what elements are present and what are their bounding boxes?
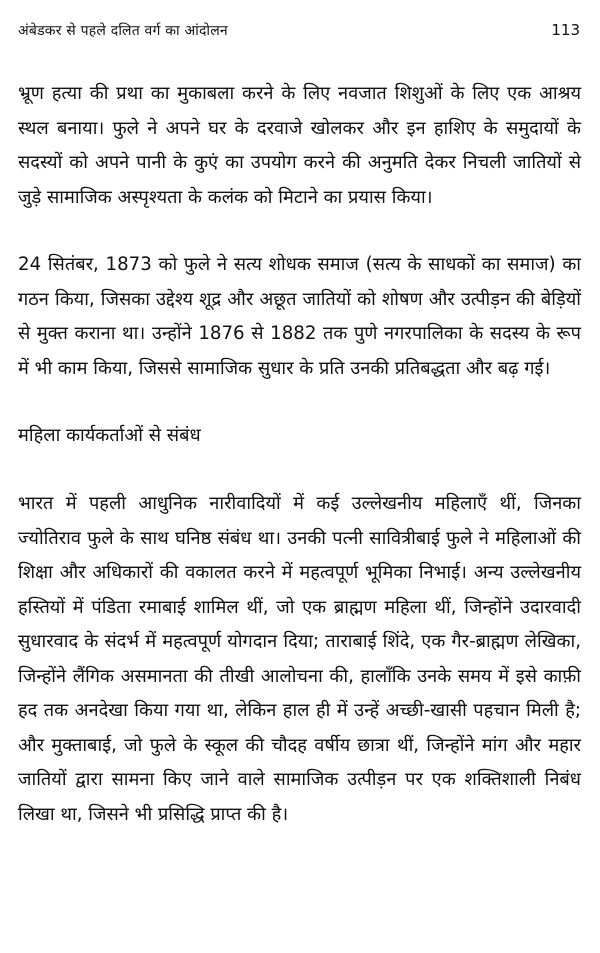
section-heading: महिला कार्यकर्ताओं से संबंध — [18, 425, 201, 446]
running-header — [18, 18, 580, 42]
paragraph-women-activists: भारत में पहली आधुनिक नारीवादियों में कई उल्लेखनीय महिलाएँ थीं, जिनका ज्योतिराव फुले के साथ घनिष्ठ संबंध था। उनकी पत्नी सावित्रीबाई फुले ने महिलाओं की शिक्षा और अधिकारों की वकालत करने में महत्वपूर्ण भूमिका निभाई। अन्य उल्लेखनीय हस्तियों में पंडिता रमाबाई शामिल थीं, जो एक ब्राह्मण महिला थीं, जिन्होंने उदारवादी सुधारवाद के संदर्भ में महत्वपूर्ण योगदान दिया; ताराबाई शिंदे, एक गैर-ब्राह्मण लेखिका, जिन्होंने लैंगिक असमानता की तीखी आलोचना की, हालाँकि उनके समय में इसे काफ़ी हद तक अनदेखा किया गया था, लेकिन हाल ही में उन्हें अच्छी-खासी पहचान मिली है; और मुक्ताबाई, जो फुले के स्कूल की चौदह वर्षीय छात्रा थीं, जिन्होंने मांग और महार जातियों द्वारा सामना किए जाने वाले सामाजिक उत्पीड़न पर एक शक्तिशाली निबंध लिखा था, जिसने भी प्रसिद्धि प्राप्त की है। — [18, 493, 581, 825]
paragraph-phule-shelter: भ्रूण हत्या की प्रथा का मुकाबला करने के लिए नवजात शिशुओं के लिए एक आश्रय स्थल बनाया। फुले ने अपने घर के दरवाजे खोलकर और इन हाशिए के समुदायों के सदस्यों को अपने पानी के कुएं का उपयोग करने की अनुमति देकर निचली जातियों से जुड़े सामाजिक अस्पृश्यता के कलंक को मिटाने का प्रयास किया। — [18, 83, 581, 208]
chapter-title: अंबेडकर से पहले दलित वर्ग का आंदोलन — [18, 22, 228, 39]
paragraph-satyashodhak-samaj: 24 सितंबर, 1873 को फुले ने सत्य शोधक समाज (सत्य के साधकों का समाज) का गठन किया, जिसका उद्देश्य शूद्र और अछूत जातियों को शोषण और उत्पीड़न की बेड़ियों से मुक्त कराना था। उन्होंने 1876 से 1882 तक पुणे नगरपालिका के सदस्य के रूप में भी काम किया, जिससे सामाजिक सुधार के प्रति उनकी प्रतिबद्धता और बढ़ गई। — [18, 254, 581, 379]
page-number: 113 — [551, 21, 580, 39]
page-content — [18, 77, 581, 832]
